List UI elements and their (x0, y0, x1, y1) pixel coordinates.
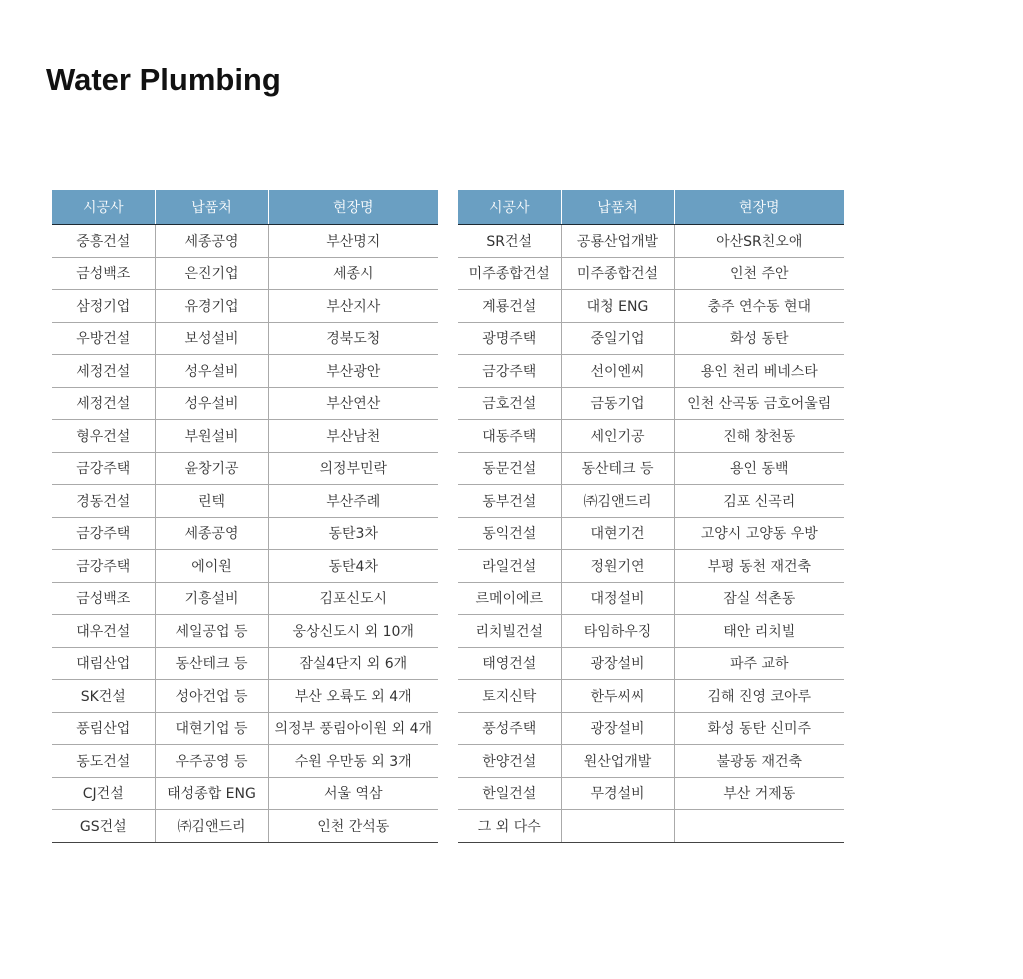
table-row (52, 582, 438, 615)
supplier-cell: 성우설비 (155, 387, 268, 420)
supplier-cell: 대현기업 등 (155, 712, 268, 745)
supplier-cell: 우주공영 등 (155, 745, 268, 778)
table-row (52, 485, 438, 518)
supplier-cell: 타임하우징 (561, 615, 674, 648)
site-name-cell: 부산주례 (268, 485, 438, 518)
contractor-cell: 풍성주택 (458, 712, 561, 745)
site-name-cell: 부산광안 (268, 355, 438, 388)
table-row (458, 290, 844, 323)
site-name-cell: 부산명지 (268, 225, 438, 258)
column-header-supplier: 납품처 (561, 190, 674, 225)
contractor-cell: 동익건설 (458, 517, 561, 550)
column-header-contractor: 시공사 (458, 190, 561, 225)
supplier-cell: 세인기공 (561, 420, 674, 453)
supplier-cell: 정원기연 (561, 550, 674, 583)
site-name-cell: 부산 오륙도 외 4개 (268, 680, 438, 713)
contractor-cell: CJ건설 (52, 777, 155, 810)
site-name-cell: 세종시 (268, 257, 438, 290)
site-name-cell: 부산남천 (268, 420, 438, 453)
supplier-cell: 금동기업 (561, 387, 674, 420)
table-row (52, 550, 438, 583)
supplier-cell (561, 810, 674, 843)
table-row (458, 680, 844, 713)
table-row (458, 647, 844, 680)
table-row (458, 225, 844, 258)
contractor-cell: 동문건설 (458, 452, 561, 485)
site-name-cell: 잠실4단지 외 6개 (268, 647, 438, 680)
table-row (52, 322, 438, 355)
contractor-cell: 세정건설 (52, 387, 155, 420)
table-row (52, 680, 438, 713)
site-name-cell: 서울 역삼 (268, 777, 438, 810)
table-row (458, 810, 844, 843)
page-title: Water Plumbing (46, 62, 281, 97)
contractor-cell: 동부건설 (458, 485, 561, 518)
column-header-site-name: 현장명 (674, 190, 844, 225)
table-row (458, 452, 844, 485)
site-name-cell: 충주 연수동 현대 (674, 290, 844, 323)
supplier-cell: 유경기업 (155, 290, 268, 323)
contractor-cell: 금성백조 (52, 582, 155, 615)
table-row (458, 485, 844, 518)
table-row (458, 712, 844, 745)
site-name-cell: 잠실 석촌동 (674, 582, 844, 615)
supplier-cell: 무경설비 (561, 777, 674, 810)
site-name-cell: 김포신도시 (268, 582, 438, 615)
contractor-cell: 금강주택 (52, 517, 155, 550)
supplier-cell: 한두씨씨 (561, 680, 674, 713)
supplier-cell: 동산테크 등 (155, 647, 268, 680)
table-row (52, 420, 438, 453)
supplier-cell: 세종공영 (155, 517, 268, 550)
supplier-cell: 태성종합 ENG (155, 777, 268, 810)
site-name-cell: 의정부 풍림아이원 외 4개 (268, 712, 438, 745)
table-row (52, 387, 438, 420)
site-name-cell: 수원 우만동 외 3개 (268, 745, 438, 778)
contractor-cell: 우방건설 (52, 322, 155, 355)
contractor-cell: 풍림산업 (52, 712, 155, 745)
column-header-site-name: 현장명 (268, 190, 438, 225)
table-row (52, 647, 438, 680)
site-name-cell: 부평 동천 재건축 (674, 550, 844, 583)
contractor-cell: 라일건설 (458, 550, 561, 583)
site-name-cell: 화성 동탄 (674, 322, 844, 355)
table-row (458, 420, 844, 453)
site-name-cell: 의정부민락 (268, 452, 438, 485)
site-name-cell: 불광동 재건축 (674, 745, 844, 778)
contractor-cell: 대우건설 (52, 615, 155, 648)
table-row (458, 582, 844, 615)
supplier-cell: 대정설비 (561, 582, 674, 615)
column-header-supplier: 납품처 (155, 190, 268, 225)
contractor-cell: 계룡건설 (458, 290, 561, 323)
site-name-cell: 태안 리치빌 (674, 615, 844, 648)
supplier-cell: ㈜김앤드리 (155, 810, 268, 843)
supplier-cell: 보성설비 (155, 322, 268, 355)
site-name-cell (674, 810, 844, 843)
contractor-cell: 광명주택 (458, 322, 561, 355)
table-row (52, 257, 438, 290)
table-body (458, 225, 844, 843)
site-name-cell: 경북도청 (268, 322, 438, 355)
supplier-cell: 부원설비 (155, 420, 268, 453)
contractor-cell: 태영건설 (458, 647, 561, 680)
supplier-cell: ㈜김앤드리 (561, 485, 674, 518)
table-row (52, 777, 438, 810)
contractor-cell: 리치빌건설 (458, 615, 561, 648)
supplier-cell: 은진기업 (155, 257, 268, 290)
column-header-contractor: 시공사 (52, 190, 155, 225)
site-name-cell: 인천 간석동 (268, 810, 438, 843)
table-row (52, 452, 438, 485)
contractor-cell: 토지신탁 (458, 680, 561, 713)
contractor-cell: 금강주택 (52, 550, 155, 583)
supplier-cell: 광장설비 (561, 712, 674, 745)
contractor-cell: 르메이에르 (458, 582, 561, 615)
contractor-cell: 금강주택 (458, 355, 561, 388)
supplier-cell: 대청 ENG (561, 290, 674, 323)
contractor-cell: 동도건설 (52, 745, 155, 778)
supplier-cell: 기흥설비 (155, 582, 268, 615)
table-body (52, 225, 438, 843)
site-name-cell: 동탄4차 (268, 550, 438, 583)
contractor-cell: 한양건설 (458, 745, 561, 778)
contractor-cell: 금호건설 (458, 387, 561, 420)
site-name-cell: 부산 거제동 (674, 777, 844, 810)
site-name-cell: 김해 진영 코아루 (674, 680, 844, 713)
table-row (458, 550, 844, 583)
contractor-cell: 중흥건설 (52, 225, 155, 258)
contractor-cell: SR건설 (458, 225, 561, 258)
supplier-cell: 세종공영 (155, 225, 268, 258)
supplier-cell: 에이원 (155, 550, 268, 583)
supplier-cell: 동산테크 등 (561, 452, 674, 485)
table-row (458, 322, 844, 355)
site-name-cell: 용인 동백 (674, 452, 844, 485)
site-name-cell: 파주 교하 (674, 647, 844, 680)
table-row (458, 615, 844, 648)
table-row (458, 745, 844, 778)
supplier-cell: 세일공업 등 (155, 615, 268, 648)
supplier-cell: 광장설비 (561, 647, 674, 680)
contractor-cell: SK건설 (52, 680, 155, 713)
site-name-cell: 화성 동탄 신미주 (674, 712, 844, 745)
contractor-cell: GS건설 (52, 810, 155, 843)
supplier-cell: 대현기건 (561, 517, 674, 550)
reference-table-right (458, 190, 844, 843)
contractor-cell: 금강주택 (52, 452, 155, 485)
table-row (52, 615, 438, 648)
table-row (52, 745, 438, 778)
site-name-cell: 진해 창천동 (674, 420, 844, 453)
contractor-cell: 삼정기업 (52, 290, 155, 323)
reference-table-left (52, 190, 438, 843)
contractor-cell: 세정건설 (52, 355, 155, 388)
supplier-cell: 공룡산업개발 (561, 225, 674, 258)
table-row (458, 387, 844, 420)
site-name-cell: 고양시 고양동 우방 (674, 517, 844, 550)
contractor-cell: 미주종합건설 (458, 257, 561, 290)
supplier-cell: 윤창기공 (155, 452, 268, 485)
table-row (52, 225, 438, 258)
contractor-cell: 대동주택 (458, 420, 561, 453)
table-row (52, 810, 438, 843)
table-header-row (458, 190, 844, 225)
site-name-cell: 용인 천리 베네스타 (674, 355, 844, 388)
supplier-cell: 선이엔씨 (561, 355, 674, 388)
site-name-cell: 김포 신곡리 (674, 485, 844, 518)
supplier-cell: 린텍 (155, 485, 268, 518)
table-row (458, 355, 844, 388)
site-name-cell: 아산SR친오애 (674, 225, 844, 258)
table-header-row (52, 190, 438, 225)
supplier-cell: 미주종합건설 (561, 257, 674, 290)
contractor-cell: 금성백조 (52, 257, 155, 290)
table-row (52, 355, 438, 388)
supplier-cell: 성아건업 등 (155, 680, 268, 713)
site-name-cell: 부산지사 (268, 290, 438, 323)
site-name-cell: 인천 주안 (674, 257, 844, 290)
table-row (458, 517, 844, 550)
site-name-cell: 웅상신도시 외 10개 (268, 615, 438, 648)
table-row (458, 257, 844, 290)
supplier-cell: 원산업개발 (561, 745, 674, 778)
supplier-cell: 성우설비 (155, 355, 268, 388)
site-name-cell: 인천 산곡동 금호어울림 (674, 387, 844, 420)
contractor-cell: 그 외 다수 (458, 810, 561, 843)
supplier-cell: 중일기업 (561, 322, 674, 355)
table-row (52, 517, 438, 550)
table-row (52, 712, 438, 745)
table-row (458, 777, 844, 810)
site-name-cell: 부산연산 (268, 387, 438, 420)
table-row (52, 290, 438, 323)
contractor-cell: 경동건설 (52, 485, 155, 518)
contractor-cell: 형우건설 (52, 420, 155, 453)
contractor-cell: 한일건설 (458, 777, 561, 810)
contractor-cell: 대림산업 (52, 647, 155, 680)
site-name-cell: 동탄3차 (268, 517, 438, 550)
